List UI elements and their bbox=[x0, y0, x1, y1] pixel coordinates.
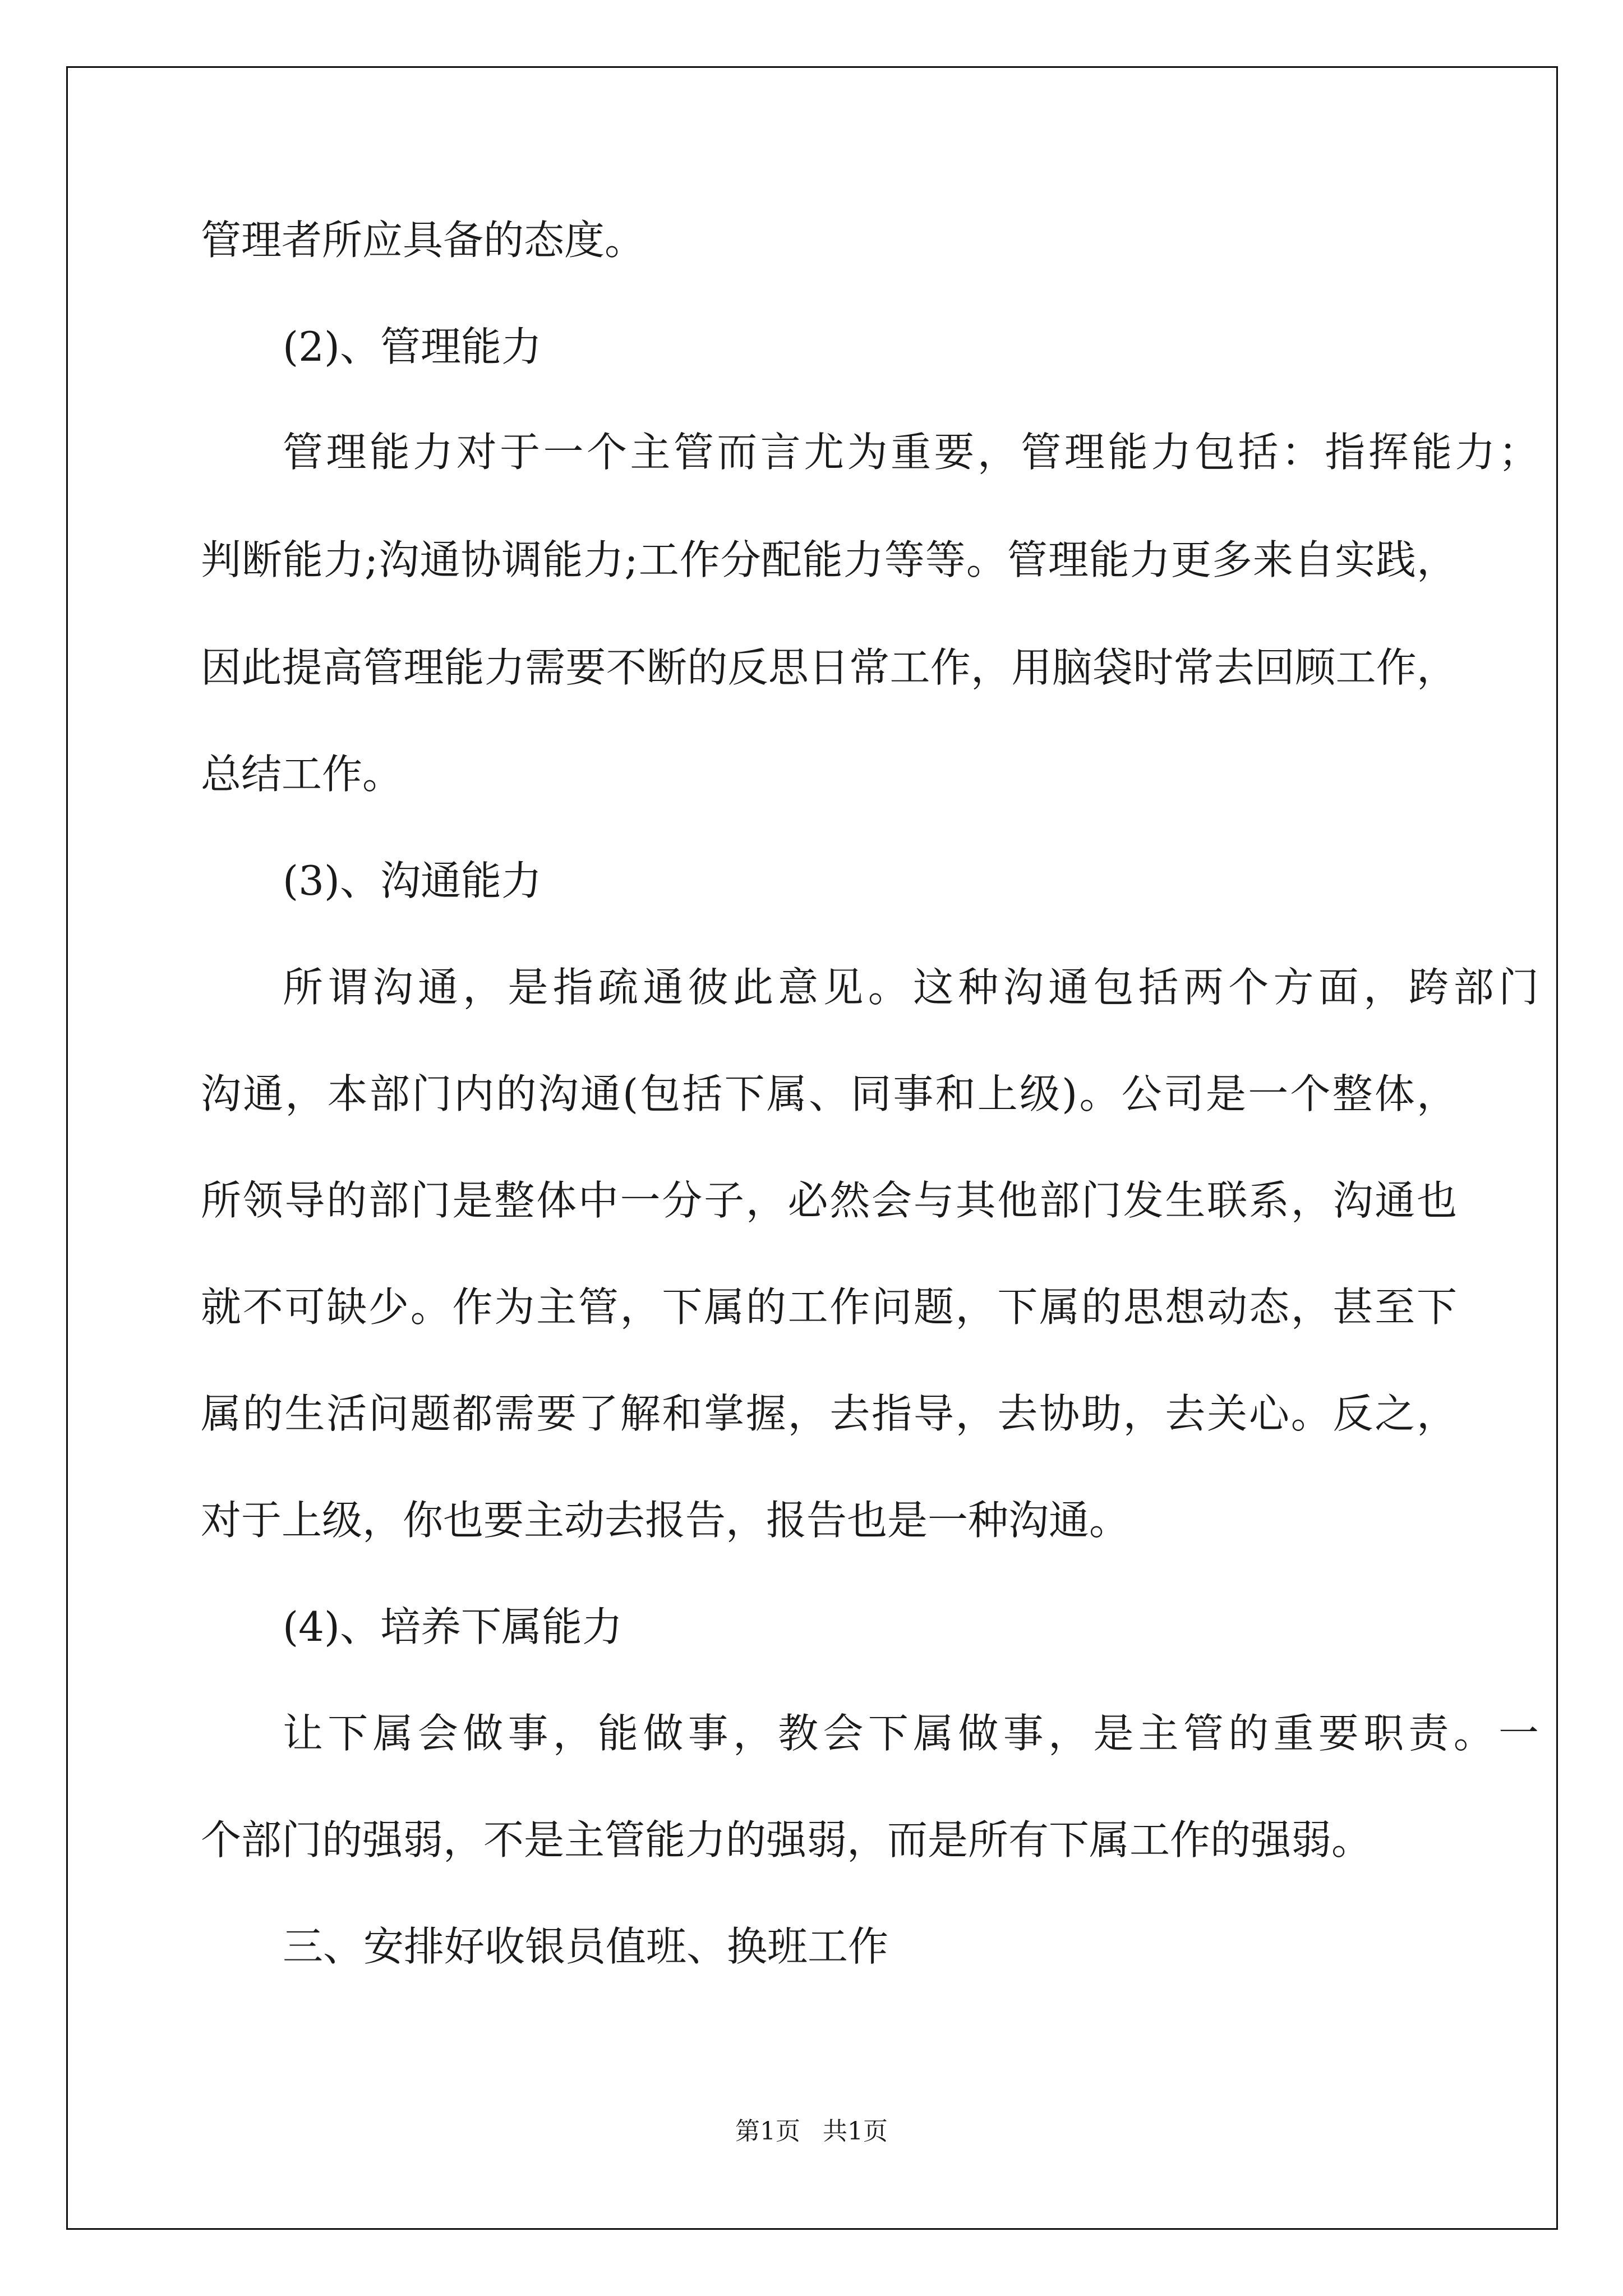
page-number: 第1页 bbox=[735, 2117, 800, 2146]
text-line: 所谓沟通，是指疏通彼此意见。这种沟通包括两个方面，跨部门 bbox=[283, 964, 1539, 1011]
text-line: 管理者所应具备的态度。 bbox=[201, 217, 645, 264]
section-heading: (3)、沟通能力 bbox=[283, 857, 542, 904]
text-line: 总结工作。 bbox=[201, 751, 403, 798]
text-line: 属的生活问题都需要了解和掌握，去指导，去协助，去关心。反之， bbox=[201, 1390, 1457, 1437]
text-line: 所领导的部门是整体中一分子，必然会与其他部门发生联系，沟通也 bbox=[201, 1177, 1457, 1224]
text-line: 管理能力对于一个主管而言尤为重要，管理能力包括：指挥能力； bbox=[283, 429, 1539, 476]
page-total: 共1页 bbox=[823, 2117, 888, 2146]
text-line: 个部门的强弱，不是主管能力的强弱，而是所有下属工作的强弱。 bbox=[201, 1816, 1372, 1864]
section-heading: (4)、培养下属能力 bbox=[283, 1603, 623, 1650]
text-line: 让下属会做事，能做事，教会下属做事，是主管的重要职责。一 bbox=[283, 1710, 1539, 1757]
text-line: 就不可缺少。作为主管，下属的工作问题，下属的思想动态，甚至下 bbox=[201, 1283, 1457, 1331]
section-heading: 三、安排好收银员值班、换班工作 bbox=[283, 1923, 889, 1970]
text-line: 对于上级，你也要主动去报告，报告也是一种沟通。 bbox=[201, 1497, 1130, 1544]
section-heading: (2)、管理能力 bbox=[283, 323, 542, 370]
text-line: 因此提高管理能力需要不断的反思日常工作，用脑袋时常去回顾工作， bbox=[201, 644, 1457, 691]
page-footer bbox=[0, 2115, 1623, 2148]
text-line: 判断能力;沟通协调能力;工作分配能力等等。管理能力更多来自实践， bbox=[201, 536, 1457, 583]
page-border bbox=[66, 66, 1558, 2230]
text-line: 沟通，本部门内的沟通(包括下属、同事和上级)。公司是一个整体， bbox=[201, 1070, 1457, 1117]
